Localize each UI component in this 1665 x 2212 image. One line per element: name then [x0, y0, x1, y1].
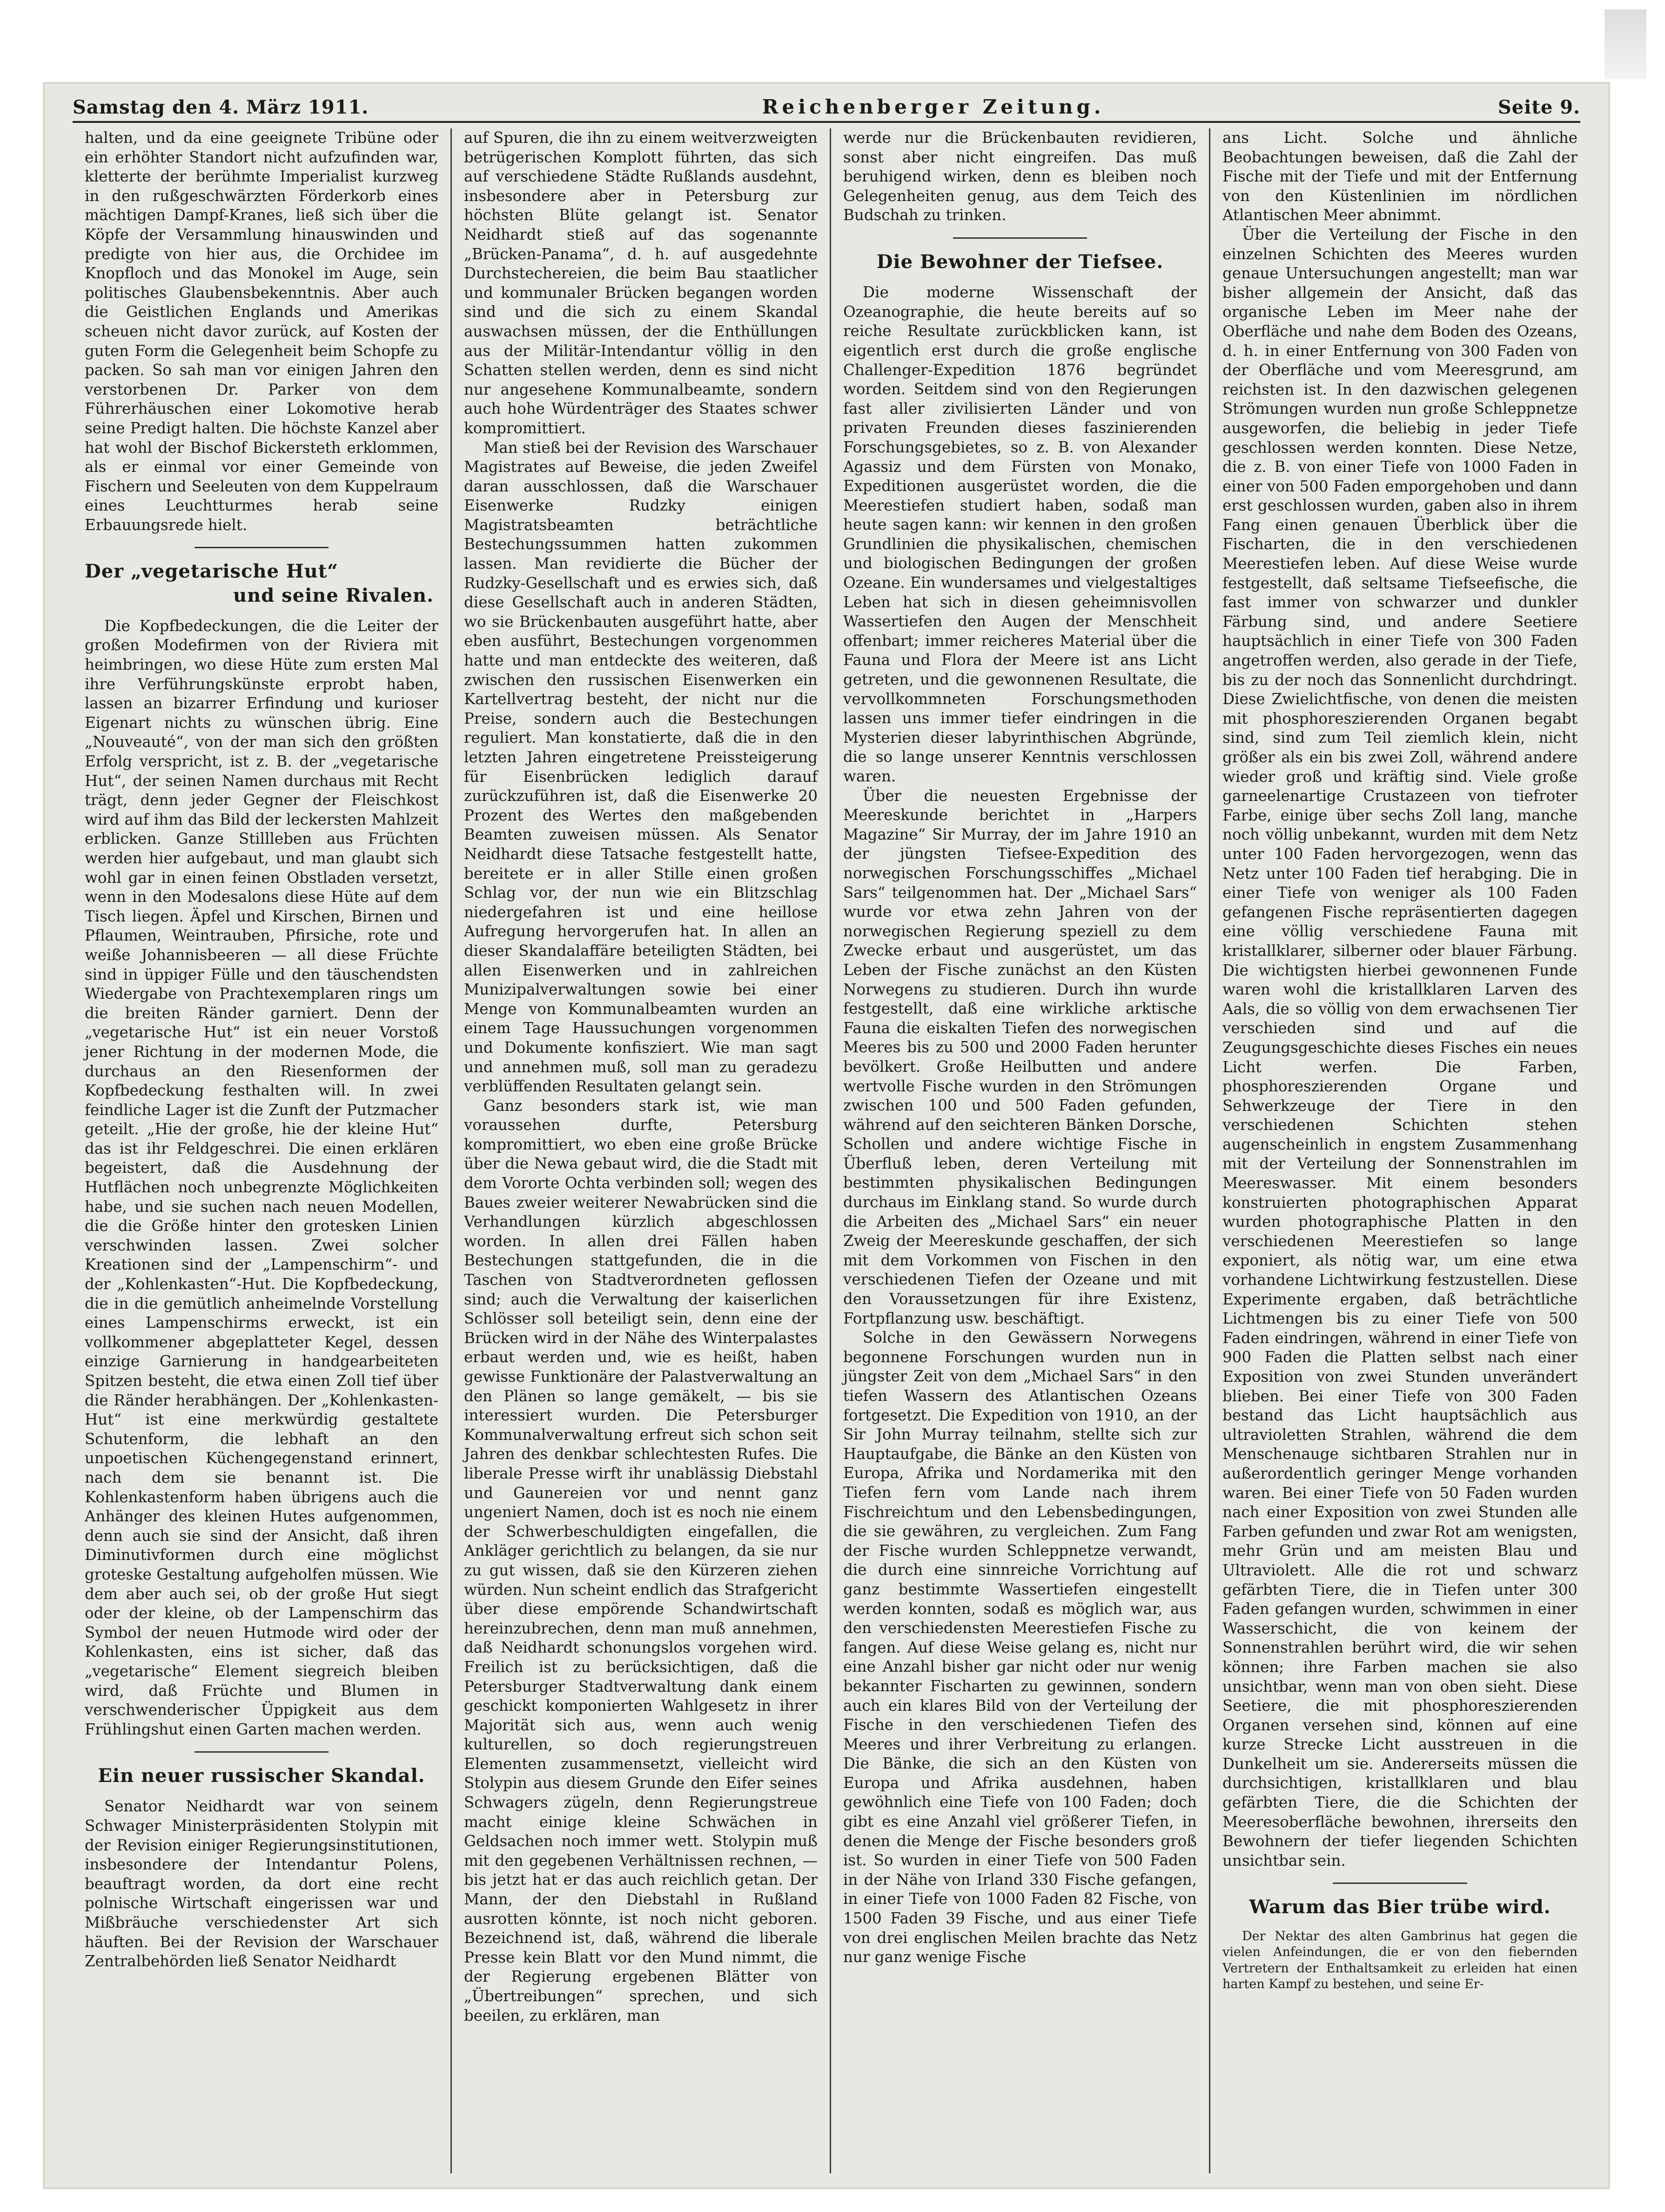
newspaper-page — [45, 84, 1608, 2187]
masthead-date: Samstag den 4. März 1911. — [73, 96, 369, 118]
headline-vegetarian-hat — [85, 559, 438, 607]
divider — [953, 237, 1088, 239]
paragraph: werde nur die Brückenbauten revidieren, sonst aber nicht eingreifen. Das muß beruhigend wirken, denn es bleiben noch Gelegenheiten genug, aus dem Teich des Budschah zu trinken. — [843, 129, 1197, 224]
column-3 — [831, 128, 1210, 2173]
paragraph: Die moderne Wissenschaft der Ozeanographie, die heute bereits auf so reiche Resultate zurückblicken kann, ist eigentlich erst durch die große englische Challenger-Expedition 1876 begründet worden. Seitdem sind von den Regierungen fast aller zivilisierten Länder und von privaten Freunden dieses faszinierenden Forschungsgebietes, so z. B. von Alexander Agassiz und dem Fürsten von Monako, Expeditionen ausgerüstet worden, die die Meerestiefen studiert haben, sodaß man heute sagen kann: wir kennen in den großen Grundlinien die physikalischen, chemischen und biologischen Bedingungen der großen Ozeane. Ein wundersames und vielgestaltiges Leben hat sich in diesen geheimnisvollen Wassertiefen den Augen der Menschheit offenbart; immer reicheres Material über die Fauna und Flora der Meere ist ans Licht getreten, und die gewonnenen Resultate, die vervollkommneten Forschungsmethoden lassen uns immer tiefer eindringen in die Mysterien dieser labyrinthischen Abgründe, die so lange unserer Kenntnis verschlossen waren. — [843, 283, 1197, 785]
headline-line: Der „vegetarische Hut“ — [85, 560, 339, 583]
paragraph: halten, und da eine geeignete Tribüne oder ein erhöhter Standort nicht aufzufinden war, kletterte der berühmte Imperialist kurzweg in den rußgeschwärzten Förderkorb eines mächtigen Dampf-Kranes, ließ sich über die Köpfe der Versammlung hinauswinden und predigte von hier aus, die Orchidee im Knopfloch und das Monokel im Auge, sein politisches Glaubensbekenntnis. Aber auch die Geistlichen Englands und Amerikas scheuen nicht davor zurück, auf Kosten der guten Form die Gelegenheit beim Schopfe zu packen. So sah man vor einigen Jahren den verstorbenen Dr. Parker von dem Führerhäuschen einer Lokomotive herab seine Predigt halten. Die höchste Kanzel aber hat wohl der Bischof Bickersteth erklommen, als er einmal vor einer Gemeinde von Fischern und Seeleuten von dem Kuppelraum eines Leuchtturmes herab seine Erbauungsrede hielt. — [85, 129, 438, 534]
paragraph: Der Nektar des alten Gambrinus hat gegen die vielen Anfeindungen, die er von den fiebernden Vertretern der Enthaltsamkeit zu erleiden hat einen harten Kampf zu bestehen, und seine Er- — [1222, 1929, 1578, 1992]
page-edge-shadow — [1605, 9, 1646, 79]
paragraph: Man stieß bei der Revision des Warschauer Magistrates auf Beweise, die jeden Zweifel daran ausschlossen, daß die Warschauer Eisenwerke Rudzky einigen Magistratsbeamten beträchtliche Bestechungssummen hatten zukommen lassen. Man revidierte die Bücher der Rudzky-Gesellschaft und es erwies sich, daß diese Gesellschaft auch in anderen Städten, wo sie Brückenbauten ausgeführt hatte, aber eben ausführt, Bestechungen vorgenommen hatte und man entdeckte des weiteren, daß zwischen den russischen Eisenwerken ein Kartellvertrag besteht, der nicht nur die Preise, sondern auch die Bestechungen reguliert. Man konstatierte, daß die in den letzten Jahren eingetretene Preissteigerung für Eisenbrücken lediglich darauf zurückzuführen ist, daß die Eisenwerke 20 Prozent des Wertes den maßgebenden Beamten zuweisen müssen. Als Senator Neidhardt diese Tatsache festgestellt hatte, bereitete er in aller Stille einen großen Schlag vor, der nun wie ein Blitzschlag niedergefahren ist und eine heillose Aufregung hervorgerufen hat. In allen an dieser Skandalaffäre beteiligten Städten, bei allen Eisenwerken und in zahlreichen Munizipalverwaltungen sowie bei einer Menge von Kommunalbeamten wurden an einem Tage Haussuchungen vorgenommen und Dokumente konfisziert. Wie man sagt und annehmen muß, soll man zu geradezu verblüffenden Resultaten gelangt sein. — [464, 438, 818, 1096]
paragraph: Senator Neidhardt war von seinem Schwager Ministerpräsidenten Stolypin mit der Revision einiger Regierungsinstitutionen, insbesondere der Intendantur Polens, beauftragt worden, da dort eine recht polnische Wirtschaft eingerissen war und Mißbräuche verschiedenster Art sich häuften. Bei der Revision der Warschauer Zentralbehörden ließ Senator Neidhardt — [85, 1797, 438, 1970]
paragraph: auf Spuren, die ihn zu einem weitverzweigten betrügerischen Komplott führten, das sich auf verschiedene Städte Rußlands ausdehnt, insbesondere aber in Petersburg zur höchsten Blüte gelangt ist. Senator Neidhardt stieß auf das sogenannte „Brücken-Panama“, d. h. auf ausgedehnte Durchstechereien, die beim Bau staatlicher und kommunaler Brücken begangen worden sind und die sich zu einem Skandal auswachsen müssen, der die Enthüllungen aus der Militär-Intendantur völlig in den Schatten stellen werden, denn es sind nicht nur angesehene Kommunalbeamte, sondern auch hohe Würdenträger des Staates schwer kompromittiert. — [464, 129, 818, 437]
divider — [195, 1751, 329, 1753]
divider — [1333, 1883, 1468, 1884]
column-4 — [1210, 128, 1590, 2173]
paragraph: ans Licht. Solche und ähnliche Beobachtungen beweisen, daß die Zahl der Fische mit der Tiefe und mit der Entfernung von den Küstenlinien im nördlichen Atlantischen Meer abnimmt. — [1222, 129, 1578, 224]
headline-beer: Warum das Bier trübe wird. — [1249, 1896, 1551, 1918]
paragraph: Ganz besonders stark ist, wie man voraussehen durfte, Petersburg kompromittiert, wo eben eine große Brücke über die Newa gebaut wird, die die Stadt mit dem Vororte Ochta verbinden soll; wegen des Baues zweier weiterer Newabrücken sind die Verhandlungen kürzlich abgeschlossen worden. In allen drei Fällen haben Bestechungen stattgefunden, die in die Taschen von Stadtverordneten geflossen sind; auch die Verwaltung der kaiserlichen Schlösser soll beteiligt sein, denn eine der Brücken wird in der Nähe des Winterpalastes erbaut werden und, wie es heißt, haben gewisse Funktionäre der Palastverwaltung an den Plänen so lange gemäkelt, — bis sie interessiert wurden. Die Petersburger Kommunalverwaltung erfreut sich schon seit Jahren des denkbar schlechtesten Rufes. Die liberale Presse wirft ihr unablässig Diebstahl und Gaunereien vor und nennt ganz ungeniert Namen, doch ist es noch nie einem der Schwerbeschuldigten eingefallen, die Ankläger gerichtlich zu belangen, da sie nur zu gut wissen, daß sie den Kürzeren ziehen würden. Nun scheint endlich das Strafgericht über diese empörende Schandwirtschaft hereinzubrechen, denn man muß annehmen, daß Neidhardt schonungslos vorgehen wird. Freilich ist zu berücksichtigen, daß die Petersburger Stadtverwaltung dank einem geschickt komponierten Wahlgesetz in ihrer Majorität sich aus, wenn auch wenig kulturellen, so doch regierungstreuen Elementen zusammensetzt, vielleicht wird Stolypin aus diesem Grunde den Eifer seines Schwagers zügeln, denn Regierungstreue macht einige kleine Schwächen in Geldsachen noch immer wett. Stolypin muß mit den gegebenen Verhältnissen rechnen, — bis jetzt hat er das auch reichlich getan. Der Mann, der den Diebstahl in Rußland ausrotten könnte, ist noch nicht geboren. Bezeichnend ist, daß, während die liberale Presse kein Blatt vor den Mund nimmt, die der Regierung ergebenen Blätter von „Übertreibungen“ sprechen, und sich beeilen, zu erklären, man — [464, 1096, 818, 2024]
masthead-page-number: Seite 9. — [1497, 96, 1580, 118]
article-columns — [73, 128, 1590, 2173]
masthead-title: Reichenberger Zeitung. — [762, 95, 1105, 118]
paragraph: Über die Verteilung der Fische in den einzelnen Schichten des Meeres wurden genaue Untersuchungen angestellt; man war bisher allgemein der Ansicht, daß das organische Leben im Meer nahe der Oberfläche und nahe dem Boden des Ozeans, d. h. in einer Entfernung von 300 Faden von der Oberfläche und vom Meeresgrund, am reichsten ist. In den dazwischen gelegenen Strömungen wurden nun große Schleppnetze ausgeworfen, die beliebig in jeder Tiefe geschlossen werden konnten. Diese Netze, die z. B. von einer Tiefe von 1000 Faden in einer von 500 Faden emporgehoben und dann erst geschlossen wurden, gaben also in ihrem Fang einen genauen Überblick über die Fischarten, die in den verschiedenen Meerestiefen leben. Auf diese Weise wurde festgestellt, daß seltsame Tiefseefische, die fast immer von schwarzer und dunkler Färbung sind, und andere Seetiere hauptsächlich in einer Tiefe von 300 Faden angetroffen werden, also gerade in der Tiefe, bis zu der noch das Sonnenlicht durchdringt. Diese Zwielichtfische, von denen die meisten mit phosphoreszierenden Organen begabt sind, sind zum Teil ziemlich klein, nicht größer als ein bis zwei Zoll, während andere wieder groß und kräftig sind. Viele große garneelenartige Crustazeen von tiefroter Farbe, einige über sechs Zoll lang, manche noch völlig unbekannt, wurden mit dem Netz unter 100 Faden hervorgezogen, wenn das Netz unter 100 Faden tief herabging. Die in einer Tiefe von weniger als 100 Faden gefangenen Fische repräsentierten dagegen eine völlig verschiedene Fauna mit kristallklarer, silberner oder blauer Färbung. Die wichtigsten hierbei gewonnenen Funde waren wohl die kristallklaren Larven des Aals, die so völlig von dem erwachsenen Tier verschieden sind und auf die Zeugungsgeschichte dieses Fisches ein neues Licht werfen. Die Farben, phosphoreszierenden Organe und Sehwerkzeuge der Tiere in den verschiedenen Schichten stehen augenscheinlich in engstem Zusammenhang mit der Verteilung der Sonnenstrahlen im Meereswasser. Mit einem besonders konstruierten photographischen Apparat wurden photographische Platten in den verschiedenen Meerestiefen so lange exponiert, als nötig war, um eine etwa vorhandene Lichtwirkung festzustellen. Diese Experimente ergaben, daß beträchtliche Lichtmengen bis zu einer Tiefe von 500 Faden eindringen, während in einer Tiefe von 900 Faden die Platten selbst nach einer Exposition von zwei Stunden unverändert blieben. Bei einer Tiefe von 300 Faden bestand das Licht hauptsächlich aus ultravioletten Strahlen, während die dem Menschenauge sichtbaren Strahlen nur in außerordentlich geringer Menge vorhanden waren. Bei einer Tiefe von 50 Faden wurden nach einer Exposition von zwei Stunden alle Farben gefunden und zwar Rot am wenigsten, mehr Grün und am meisten Blau und Ultraviolett. Alle die rot und schwarz gefärbten Tiere, die in Tiefen unter 300 Faden gefangen wurden, schwimmen in einer Wasserschicht, die von keinem der Sonnenstrahlen berührt wird, die wir sehen können; ihre Farben machen sie also unsichtbar, wenn man von oben sieht. Diese Seetiere, die mit phosphoreszierenden Organen versehen sind, können auf eine kurze Strecke Licht ausstreuen in die Dunkelheit um sie. Andererseits müssen die durchsichtigen, kristallklaren und blau gefärbten Tiere, die die Schichten der Meeresoberfläche bewohnen, ihrerseits den Bewohnern der tiefer liegenden Schichten unsichtbar sein. — [1222, 225, 1578, 1869]
headline-line: und seine Rivalen. — [233, 584, 434, 606]
paragraph: Die Kopfbedeckungen, die die Leiter der großen Modefirmen von der Riviera mit heimbringen, wo diese Hüte zum ersten Mal ihre Verführungskünste erprobt haben, lassen an bizarrer Erfindung und kurioser Eigenart nichts zu wünschen übrig. Eine „Nouveauté“, von der man sich den größten Erfolg verspricht, ist z. B. der „vegetarische Hut“, der seinen Namen durchaus mit Recht trägt, denn jeder Gegner der Fleischkost wird auf ihm das Bild der leckersten Mahlzeit erblicken. Ganze Stillleben aus Früchten werden hier aufgebaut, und man glaubt sich wohl gar in einen feinen Obstladen versetzt, wenn in den Modesalons diese Hüte auf dem Tisch liegen. Äpfel und Kirschen, Birnen und Pflaumen, Weintrauben, Pfirsiche, rote und weiße Johannisbeeren — all diese Früchte sind in üppiger Fülle und den täuschendsten Wiedergabe von Prachtexemplaren rings um die breiten Ränder garniert. Denn der „vegetarische Hut“ ist ein neuer Vorstoß jener Richtung in der modernen Mode, die durchaus an den Riesenformen der Kopfbedeckung festhalten will. In zwei feindliche Lager ist die Zunft der Putzmacher geteilt. „Hie der große, hie der kleine Hut“ das ist ihr Feldgeschrei. Die einen erklären begeistert, daß die Ausdehnung der Hutflächen noch unbegrenzte Möglichkeiten habe, und sie suchen nach neuen Modellen, die die Größe hinter den grotesken Linien verschwinden lassen. Zwei solcher Kreationen sind der „Lampenschirm“- und der „Kohlenkasten“-Hut. Die Kopfbedeckung, die in die gemütlich anheimelnde Vorstellung eines Lampenschirms erweckt, ist ein vollkommener abgeplatteter Kegel, dessen einzige Garnierung in handgearbeiteten Spitzen besteht, die etwa einen Zoll tief über die Ränder herabhängen. Der „Kohlenkasten-Hut“ ist eine merkwürdig gestaltete Schutenform, die lebhaft an den unpoetischen Küchengegenstand erinnert, nach dem sie benannt ist. Die Kohlenkastenform haben übrigens auch die Anhänger des kleinen Hutes aufgenommen, denn auch sie sind der Ansicht, daß ihren Diminutivformen durch eine möglichst groteske Gestaltung aufgeholfen müssen. Wie dem aber auch sei, ob der große Hut siegt oder der kleine, ob der Lampenschirm das Symbol der neuen Hutmode wird oder der Kohlenkasten, eins ist sicher, daß das „vegetarische“ Element siegreich bleiben wird, daß Früchte und Blumen in verschwenderischer Üppigkeit aus dem Frühlingshut einen Garten machen werden. — [85, 617, 438, 1738]
headline-russian-scandal: Ein neuer russischer Skandal. — [98, 1765, 425, 1787]
divider — [195, 547, 329, 548]
column-2 — [452, 128, 831, 2173]
column-1 — [73, 128, 452, 2173]
paragraph: Über die neuesten Ergebnisse der Meereskunde berichtet in „Harpers Magazine“ Sir Murray, der im Jahre 1910 an der jüngsten Tiefsee-Expedition des norwegischen Forschungsschiffes „Michael Sars“ teilgenommen hat. Der „Michael Sars“ wurde vor etwa zehn Jahren von der norwegischen Regierung speziell zu dem Zwecke erbaut und ausgerüstet, um das Leben der Fische zunächst an den Küsten Norwegens zu studieren. Durch ihn wurde festgestellt, daß eine wirkliche arktische Fauna die eiskalten Tiefen des norwegischen Meeres bis zu 500 und 2000 Faden herunter bevölkert. Große Heilbutten und andere wertvolle Fische wurden in den Strömungen zwischen 100 und 500 Faden gefunden, während auf den seichteren Bänken Dorsche, Schollen und andere wichtige Fische in Überfluß leben, deren Verteilung mit bestimmten physikalischen Bedingungen durchaus im Einklang stand. So wurde durch die Arbeiten des „Michael Sars“ ein neuer Zweig der Meereskunde geschaffen, der sich mit dem Vorkommen von Fischen in den verschiedenen Tiefen der Ozeane und mit den Voraussetzungen für ihre Existenz, Fortpflanzung usw. beschäftigt. — [843, 787, 1197, 1327]
headline-deep-sea: Die Bewohner der Tiefsee. — [876, 250, 1164, 273]
paragraph: Solche in den Gewässern Norwegens begonnene Forschungen wurden nun in jüngster Zeit von dem „Michael Sars“ in den tiefen Wassern des Atlantischen Ozeans fortgesetzt. Die Expedition von 1910, an der Sir John Murray teilnahm, stellte sich zur Hauptaufgabe, die Bänke an den Küsten von Europa, Afrika und Nordamerika mit den Tiefen fern vom Lande nach ihrem Fischreichtum und den Lebensbedingungen, die sie gewähren, zu vergleichen. Zum Fang der Fische wurden Schleppnetze verwandt, die durch eine sinnreiche Vorrichtung auf ganz bestimmte Wassertiefen eingestellt werden konnten, sodaß es möglich war, aus den verschiedensten Meerestiefen Fische zu fangen. Auf diese Weise gelang es, nicht nur eine Anzahl bisher gar nicht oder nur wenig bekannter Fischarten zu gewinnen, sondern auch ein klares Bild von der Verteilung der Fische in den verschiedenen Tiefen des Meeres und ihrer Verbreitung zu erlangen. Die Bänke, die sich an den Küsten von Europa und Afrika ausdehnen, haben gewöhnlich eine Tiefe von 100 Faden; doch gibt es eine Anzahl viel größerer Tiefen, in denen die Menge der Fische besonders groß ist. So wurden in einer Tiefe von 500 Faden in der Nähe von Irland 330 Fische gefangen, in einer Tiefe von 1000 Faden 82 Fische, von 1500 Faden 39 Fische, und aus einer Tiefe von drei englischen Meilen brachte das Netz nur ganz wenige Fische — [843, 1329, 1197, 1966]
masthead — [73, 88, 1580, 123]
